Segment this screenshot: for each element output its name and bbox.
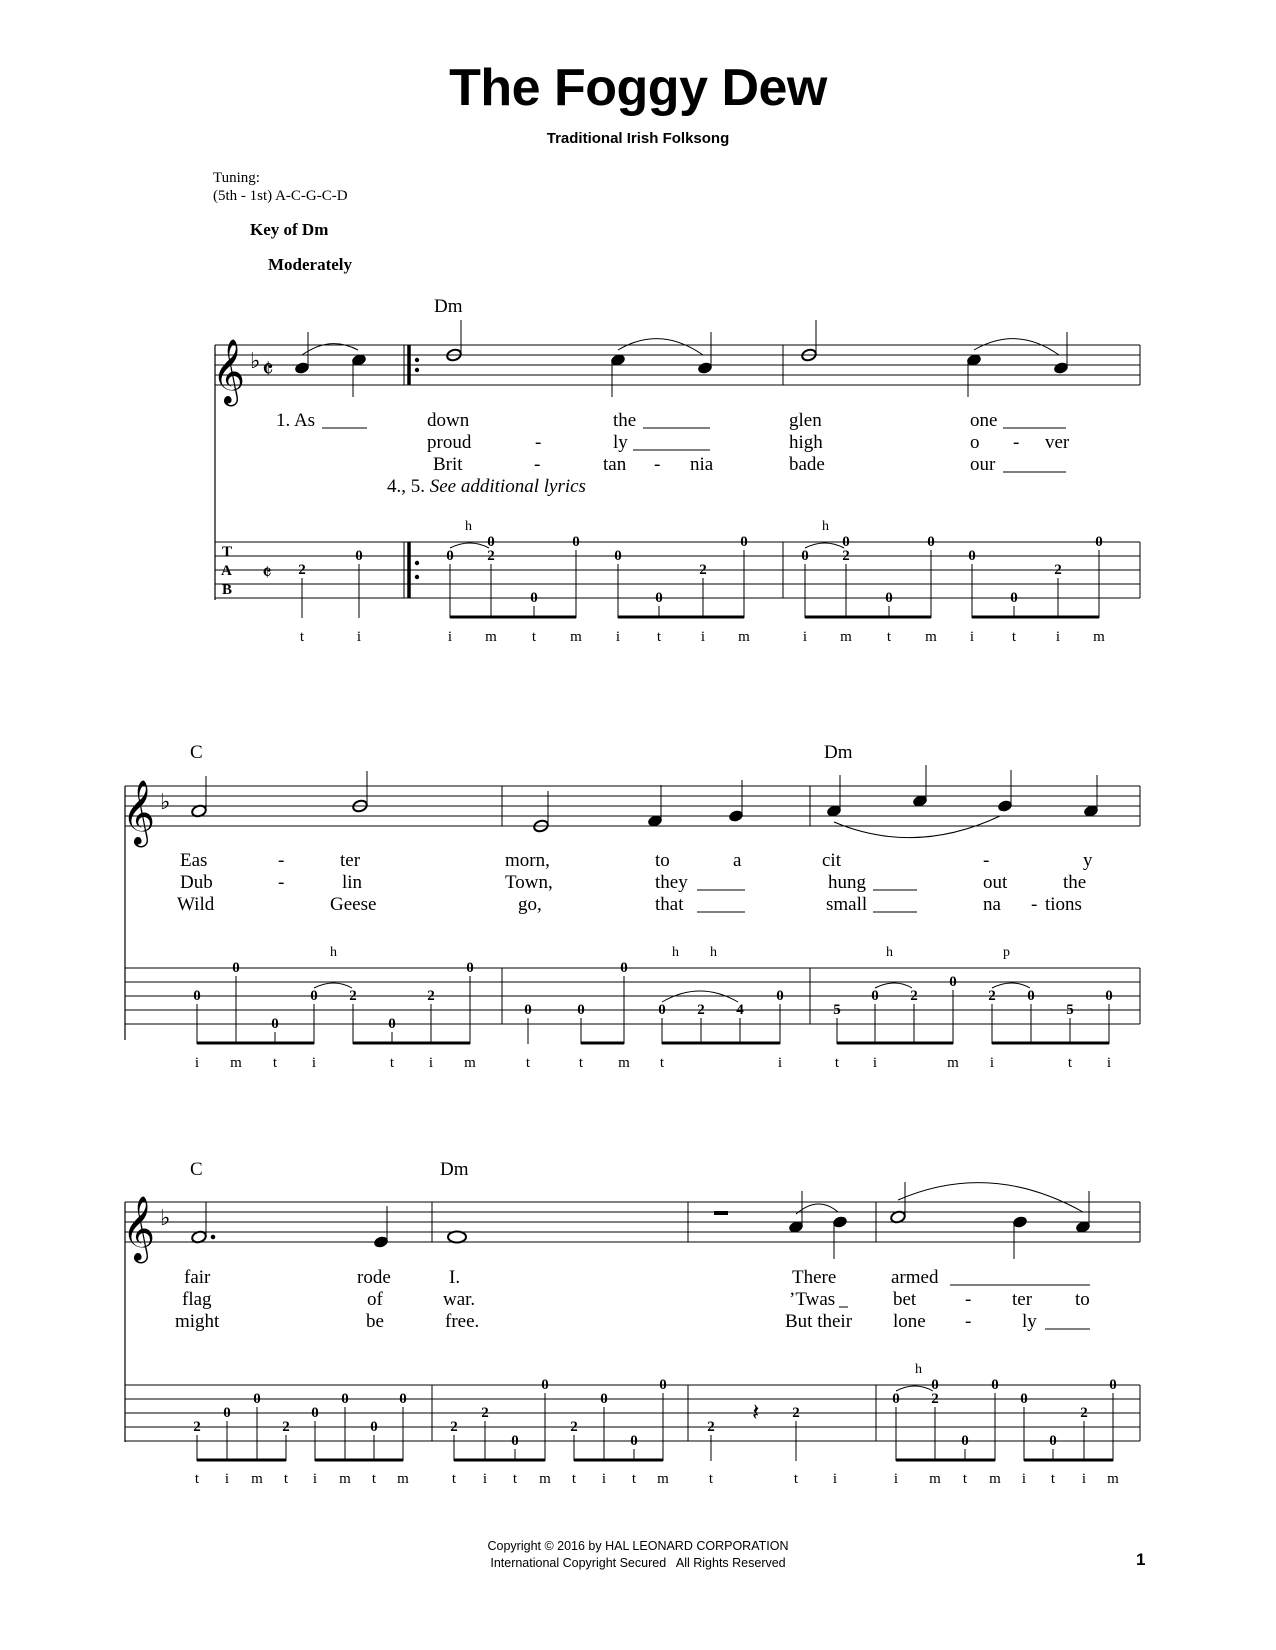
svg-text:m: m: [397, 1471, 409, 1487]
treble-clef: 𝄞: [122, 1198, 156, 1260]
lyric-syllable: high: [789, 432, 823, 453]
svg-text:i: i: [832, 1471, 838, 1487]
svg-text:t: t: [571, 1471, 577, 1487]
lyric-syllable: of: [367, 1289, 383, 1310]
svg-text:t: t: [389, 1055, 395, 1071]
svg-text:i: i: [802, 629, 808, 645]
svg-text:0: 0: [511, 1433, 519, 1449]
tuning-value: (5th - 1st) A-C-G-C-D: [213, 188, 348, 204]
svg-text:t: t: [531, 629, 537, 645]
svg-text:0: 0: [530, 590, 538, 606]
svg-text:i: i: [1021, 1471, 1027, 1487]
lyric-syllable: -: [534, 454, 541, 475]
lyric-syllable: the: [1063, 872, 1087, 893]
svg-text:2: 2: [570, 1419, 578, 1435]
lyric-syllable: bet: [893, 1289, 917, 1310]
svg-text:m: m: [570, 629, 582, 645]
picking-fingers: [195, 1055, 1111, 1071]
svg-text:0: 0: [1027, 988, 1035, 1004]
lyric-syllable: Wild: [177, 894, 215, 915]
system-3: [122, 1159, 1140, 1487]
svg-text:m: m: [339, 1471, 351, 1487]
lyric-syllable: There: [792, 1267, 837, 1288]
svg-text:t: t: [708, 1471, 714, 1487]
tab-clef: B: [222, 582, 233, 598]
svg-text:i: i: [224, 1471, 230, 1487]
svg-text:0: 0: [658, 1002, 666, 1018]
svg-text:t: t: [512, 1471, 518, 1487]
rights-line: International Copyright Secured All Rights Reserved: [490, 1556, 786, 1570]
key-signature-flat: ♭: [160, 789, 171, 814]
svg-text:0: 0: [271, 1016, 279, 1032]
lyric-syllable: our: [970, 454, 996, 475]
svg-text:m: m: [947, 1055, 959, 1071]
lyric-syllable: small: [826, 894, 868, 915]
tempo-marking: Moderately: [268, 255, 353, 274]
svg-text:m: m: [657, 1471, 669, 1487]
svg-text:0: 0: [871, 988, 879, 1004]
svg-text:i: i: [356, 629, 362, 645]
music-staff: [215, 345, 1140, 385]
svg-text:2: 2: [481, 1405, 489, 1421]
page-number: 1: [1136, 1550, 1146, 1569]
lyric-syllable: -: [535, 432, 542, 453]
svg-text:0: 0: [600, 1391, 608, 1407]
svg-text:2: 2: [697, 1002, 705, 1018]
chord-symbol: C: [190, 1159, 203, 1180]
svg-text:t: t: [834, 1055, 840, 1071]
lyric-syllable: go,: [518, 894, 542, 915]
svg-text:5: 5: [833, 1002, 841, 1018]
lyric-syllable: rode: [357, 1267, 391, 1288]
svg-text:0: 0: [487, 534, 495, 550]
svg-text:m: m: [929, 1471, 941, 1487]
lyric-syllable: might: [175, 1311, 220, 1332]
half-rest: [714, 1211, 728, 1215]
chord-symbol: Dm: [434, 296, 463, 317]
lyric-syllable: y: [1083, 850, 1093, 871]
lyrics: [177, 850, 1093, 915]
lyric-syllable: -: [965, 1311, 972, 1332]
svg-text:0: 0: [572, 534, 580, 550]
svg-text:m: m: [925, 629, 937, 645]
svg-text:0: 0: [776, 988, 784, 1004]
svg-text:4: 4: [736, 1002, 744, 1018]
treble-clef: 𝄞: [212, 341, 246, 403]
pull-off-mark: p: [1003, 945, 1010, 960]
svg-text:i: i: [428, 1055, 434, 1071]
svg-text:i: i: [194, 1055, 200, 1071]
svg-text:0: 0: [311, 1405, 319, 1421]
svg-text:2: 2: [349, 988, 357, 1004]
svg-text:0: 0: [1049, 1433, 1057, 1449]
svg-text:i: i: [989, 1055, 995, 1071]
tie: [314, 983, 352, 988]
svg-text:m: m: [485, 629, 497, 645]
lyric-syllable: -: [965, 1289, 972, 1310]
svg-text:t: t: [578, 1055, 584, 1071]
key-signature-flat: ♭: [250, 348, 261, 373]
svg-text:2: 2: [931, 1391, 939, 1407]
lyric-syllable: proud: [427, 432, 472, 453]
lyric-syllable: ver: [1045, 432, 1070, 453]
lyric-syllable: one: [970, 410, 998, 431]
svg-text:0: 0: [931, 1377, 939, 1393]
picking-fingers: [195, 1471, 1119, 1487]
lyrics: [276, 410, 1070, 497]
lyric-syllable: armed: [891, 1267, 939, 1288]
svg-text:t: t: [299, 629, 305, 645]
svg-text:2: 2: [193, 1419, 201, 1435]
svg-text:0: 0: [232, 960, 240, 976]
svg-text:2: 2: [910, 988, 918, 1004]
svg-text:0: 0: [341, 1391, 349, 1407]
lyric-syllable: tan: [603, 454, 627, 475]
lyric-syllable: to: [1075, 1289, 1090, 1310]
lyric-syllable: fair: [184, 1267, 211, 1288]
svg-text:t: t: [1050, 1471, 1056, 1487]
svg-text:t: t: [962, 1471, 968, 1487]
svg-text:0: 0: [446, 548, 454, 564]
svg-text:2: 2: [699, 562, 707, 578]
svg-text:2: 2: [450, 1419, 458, 1435]
lyric-syllable: war.: [443, 1289, 476, 1310]
svg-text:0: 0: [1105, 988, 1113, 1004]
lyric-syllable: hung: [828, 872, 866, 893]
lyric-syllable: to: [655, 850, 670, 871]
lyric-syllable: tions: [1045, 894, 1082, 915]
lyric-syllable: -: [654, 454, 661, 475]
svg-text:2: 2: [792, 1405, 800, 1421]
svg-text:2: 2: [282, 1419, 290, 1435]
svg-text:t: t: [659, 1055, 665, 1071]
key-signature-flat: ♭: [160, 1205, 171, 1230]
lyric-syllable: nia: [690, 454, 714, 475]
notes: [191, 1182, 1091, 1259]
lyric-syllable: morn,: [505, 850, 550, 871]
svg-text:2: 2: [842, 548, 850, 564]
lyric-syllable: ’Twas: [789, 1289, 836, 1310]
svg-text:2: 2: [487, 548, 495, 564]
svg-text:5: 5: [1066, 1002, 1074, 1018]
hammer-on-mark: h: [915, 1362, 922, 1377]
lyric-syllable: be: [366, 1311, 384, 1332]
chord-symbol: Dm: [824, 742, 853, 763]
svg-text:0: 0: [1020, 1391, 1028, 1407]
svg-text:0: 0: [892, 1391, 900, 1407]
notes: [191, 765, 1099, 838]
svg-text:0: 0: [991, 1377, 999, 1393]
lyric-syllable: -: [278, 872, 285, 893]
svg-text:2: 2: [427, 988, 435, 1004]
lyrics: [175, 1267, 1090, 1332]
lyric-syllable: lin: [342, 872, 363, 893]
svg-text:0: 0: [524, 1002, 532, 1018]
svg-text:0: 0: [659, 1377, 667, 1393]
song-title: The Foggy Dew: [449, 59, 827, 117]
music-staff: [125, 786, 1140, 826]
system-2: [122, 742, 1140, 1071]
tab-clef: T: [222, 544, 233, 560]
svg-text:m: m: [989, 1471, 1001, 1487]
svg-text:0: 0: [961, 1433, 969, 1449]
lyric-syllable: glen: [789, 410, 822, 431]
lyric-syllable: ly: [613, 432, 628, 453]
svg-text:i: i: [601, 1471, 607, 1487]
quarter-rest: 𝄽: [752, 1400, 760, 1426]
chord-symbol: C: [190, 742, 203, 763]
picking-fingers: [300, 629, 1105, 645]
lyric-syllable: Brit: [433, 454, 463, 475]
svg-text:0: 0: [885, 590, 893, 606]
svg-text:2: 2: [988, 988, 996, 1004]
additional-lyrics-note: 4., 5. See additional lyrics: [387, 476, 586, 497]
lyric-syllable: free.: [445, 1311, 480, 1332]
svg-text:m: m: [539, 1471, 551, 1487]
svg-text:t: t: [656, 629, 662, 645]
svg-text:0: 0: [842, 534, 850, 550]
lyric-syllable: -: [1013, 432, 1020, 453]
svg-text:t: t: [1067, 1055, 1073, 1071]
lyric-syllable: bade: [789, 454, 825, 475]
lyric-syllable: ter: [1012, 1289, 1033, 1310]
svg-text:0: 0: [614, 548, 622, 564]
tie: [450, 543, 489, 548]
svg-text:i: i: [872, 1055, 878, 1071]
lyric-syllable: a: [733, 850, 742, 871]
svg-text:t: t: [272, 1055, 278, 1071]
svg-text:0: 0: [253, 1391, 261, 1407]
lyric-syllable: the: [613, 410, 637, 431]
svg-text:0: 0: [577, 1002, 585, 1018]
svg-text:0: 0: [949, 974, 957, 990]
svg-text:2: 2: [1054, 562, 1062, 578]
svg-text:0: 0: [310, 988, 318, 1004]
svg-text:t: t: [886, 629, 892, 645]
svg-text:0: 0: [541, 1377, 549, 1393]
tie: [875, 983, 912, 988]
svg-text:i: i: [969, 629, 975, 645]
svg-text:0: 0: [740, 534, 748, 550]
svg-text:i: i: [447, 629, 453, 645]
svg-text:m: m: [738, 629, 750, 645]
lyric-syllable: that: [655, 894, 684, 915]
lyric-syllable: -: [983, 850, 990, 871]
svg-text:i: i: [1081, 1471, 1087, 1487]
lyric-syllable: Town,: [505, 872, 553, 893]
lyric-syllable: ly: [1022, 1311, 1037, 1332]
svg-text:i: i: [615, 629, 621, 645]
svg-text:2: 2: [298, 562, 306, 578]
svg-text:0: 0: [927, 534, 935, 550]
svg-text:0: 0: [355, 548, 363, 564]
svg-text:i: i: [311, 1055, 317, 1071]
hammer-on-mark: h: [710, 945, 717, 960]
svg-text:0: 0: [655, 590, 663, 606]
svg-text:i: i: [777, 1055, 783, 1071]
svg-text:2: 2: [1080, 1405, 1088, 1421]
lyric-syllable: ter: [340, 850, 361, 871]
cut-time-signature: 𝄵: [262, 560, 272, 585]
tie: [896, 1386, 933, 1391]
copyright-footer: [0, 1538, 1276, 1572]
tuning-label: Tuning:: [213, 170, 260, 186]
tab-clef: A: [221, 563, 232, 579]
svg-text:t: t: [194, 1471, 200, 1487]
svg-text:i: i: [482, 1471, 488, 1487]
svg-text:t: t: [525, 1055, 531, 1071]
svg-text:0: 0: [370, 1419, 378, 1435]
lyric-syllable: Eas: [180, 850, 208, 871]
svg-text:t: t: [371, 1471, 377, 1487]
lyric-syllable: Dub: [180, 872, 213, 893]
svg-text:0: 0: [466, 960, 474, 976]
svg-text:i: i: [1055, 629, 1061, 645]
lyric-syllable: down: [427, 410, 470, 431]
music-staff: [125, 1202, 1140, 1242]
lyric-syllable: I.: [449, 1267, 461, 1288]
lyric-syllable: But their: [785, 1311, 853, 1332]
svg-text:m: m: [840, 629, 852, 645]
svg-text:i: i: [312, 1471, 318, 1487]
copyright-line: Copyright © 2016 by HAL LEONARD CORPORATION: [487, 1539, 789, 1553]
lyric-syllable: Geese: [330, 894, 377, 915]
lyric-syllable: lone: [893, 1311, 926, 1332]
svg-text:i: i: [700, 629, 706, 645]
lyric-syllable: 1. As: [276, 410, 316, 431]
svg-text:0: 0: [630, 1433, 638, 1449]
svg-text:t: t: [793, 1471, 799, 1487]
key-label: Key of Dm: [250, 220, 329, 239]
composer-credit: Traditional Irish Folksong: [546, 130, 730, 147]
svg-text:0: 0: [1109, 1377, 1117, 1393]
tie: [805, 543, 844, 548]
svg-text:2: 2: [707, 1419, 715, 1435]
lyric-syllable: flag: [182, 1289, 212, 1310]
svg-text:0: 0: [1010, 590, 1018, 606]
svg-text:0: 0: [968, 548, 976, 564]
svg-text:m: m: [251, 1471, 263, 1487]
tie: [992, 983, 1030, 988]
svg-text:0: 0: [1095, 534, 1103, 550]
svg-text:0: 0: [193, 988, 201, 1004]
chord-symbol: Dm: [440, 1159, 469, 1180]
lyric-syllable: they: [655, 872, 688, 893]
svg-text:t: t: [1011, 629, 1017, 645]
svg-text:0: 0: [801, 548, 809, 564]
svg-text:0: 0: [399, 1391, 407, 1407]
svg-text:m: m: [230, 1055, 242, 1071]
svg-text:i: i: [893, 1471, 899, 1487]
system-1: [212, 296, 1140, 645]
svg-text:0: 0: [388, 1016, 396, 1032]
cut-time-signature: 𝄵: [262, 355, 274, 384]
hammer-on-mark: h: [330, 945, 337, 960]
svg-text:m: m: [618, 1055, 630, 1071]
svg-text:t: t: [631, 1471, 637, 1487]
lyric-syllable: -: [1031, 894, 1038, 915]
lyric-syllable: out: [983, 872, 1008, 893]
lyric-syllable: o: [970, 432, 980, 453]
svg-text:0: 0: [620, 960, 628, 976]
treble-clef: 𝄞: [122, 782, 156, 844]
svg-text:m: m: [464, 1055, 476, 1071]
svg-text:t: t: [283, 1471, 289, 1487]
hammer-on-mark: h: [822, 519, 829, 534]
hammer-on-mark: h: [886, 945, 893, 960]
tab-staff: [215, 542, 1140, 598]
svg-text:t: t: [451, 1471, 457, 1487]
lyric-syllable: na: [983, 894, 1001, 915]
svg-text:m: m: [1093, 629, 1105, 645]
svg-text:m: m: [1107, 1471, 1119, 1487]
lyric-syllable: cit: [822, 850, 841, 871]
hammer-on-mark: h: [672, 945, 679, 960]
svg-text:i: i: [1106, 1055, 1112, 1071]
svg-text:0: 0: [223, 1405, 231, 1421]
lyric-syllable: -: [278, 850, 285, 871]
hammer-on-mark: h: [465, 519, 472, 534]
